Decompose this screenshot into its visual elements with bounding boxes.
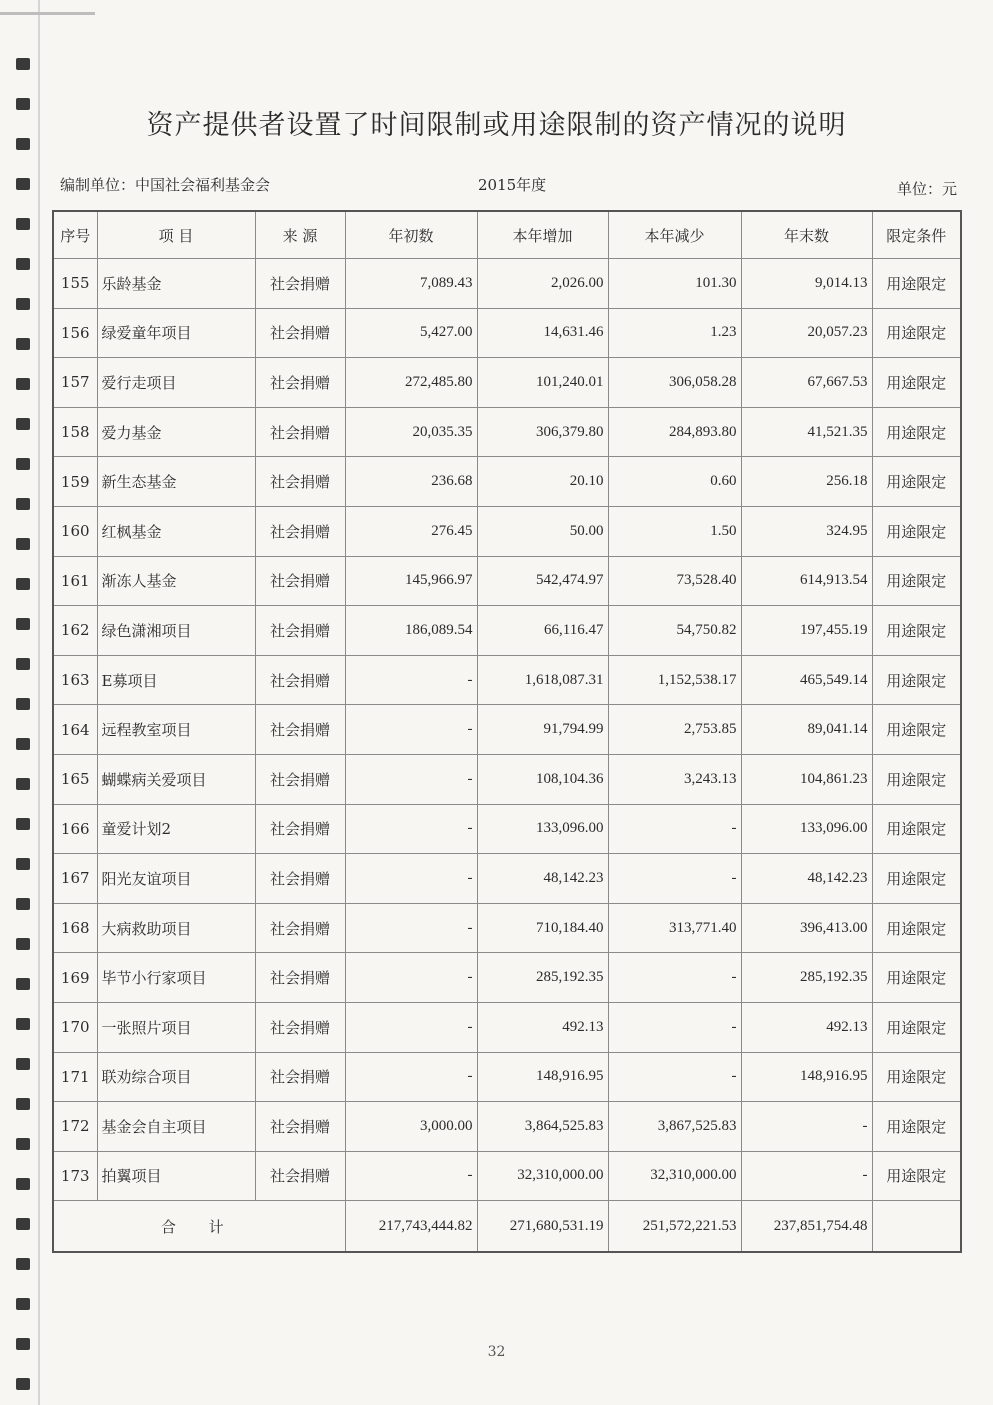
binding-edge: [0, 0, 60, 1405]
row-end: 104,861.23: [741, 754, 872, 804]
header-end: 年末数: [741, 211, 872, 259]
row-end: 492.13: [741, 1002, 872, 1052]
row-begin: -: [345, 1151, 477, 1201]
row-increase: 32,310,000.00: [477, 1151, 608, 1201]
binding-hole: [16, 178, 30, 190]
total-condition-empty: [872, 1201, 961, 1253]
row-number: 164: [53, 705, 97, 755]
row-decrease: 1.23: [608, 308, 741, 358]
row-decrease: 284,893.80: [608, 407, 741, 457]
row-end: 256.18: [741, 457, 872, 507]
row-item: 爱力基金: [97, 407, 255, 457]
row-decrease: -: [608, 1002, 741, 1052]
row-condition: 用途限定: [872, 1002, 961, 1052]
row-decrease: 54,750.82: [608, 606, 741, 656]
total-increase: 271,680,531.19: [477, 1201, 608, 1253]
binding-hole: [16, 778, 30, 790]
binding-hole: [16, 418, 30, 430]
row-begin: -: [345, 903, 477, 953]
row-item: 远程教室项目: [97, 705, 255, 755]
header-begin: 年初数: [345, 211, 477, 259]
row-increase: 133,096.00: [477, 804, 608, 854]
binding-hole: [16, 938, 30, 950]
row-source: 社会捐赠: [255, 754, 345, 804]
row-condition: 用途限定: [872, 606, 961, 656]
table-row: [53, 259, 961, 309]
binding-hole: [16, 218, 30, 230]
row-number: 163: [53, 655, 97, 705]
row-number: 165: [53, 754, 97, 804]
row-end: 285,192.35: [741, 953, 872, 1003]
row-decrease: 2,753.85: [608, 705, 741, 755]
table-row: [53, 1002, 961, 1052]
row-increase: 66,116.47: [477, 606, 608, 656]
row-decrease: 3,243.13: [608, 754, 741, 804]
total-end: 237,851,754.48: [741, 1201, 872, 1253]
row-source: 社会捐赠: [255, 705, 345, 755]
row-item: E募项目: [97, 655, 255, 705]
row-increase: 48,142.23: [477, 854, 608, 904]
binding-hole: [16, 538, 30, 550]
header-condition: 限定条件: [872, 211, 961, 259]
row-increase: 20.10: [477, 457, 608, 507]
spine-line: [38, 0, 40, 1405]
row-decrease: 73,528.40: [608, 556, 741, 606]
header-item: 项 目: [97, 211, 255, 259]
row-condition: 用途限定: [872, 1102, 961, 1152]
row-begin: 272,485.80: [345, 358, 477, 408]
row-number: 172: [53, 1102, 97, 1152]
row-begin: 7,089.43: [345, 259, 477, 309]
unit-label: 单位：元: [896, 180, 957, 198]
restricted-assets-table: [52, 210, 962, 1253]
header-increase: 本年增加: [477, 211, 608, 259]
row-condition: 用途限定: [872, 308, 961, 358]
row-end: 396,413.00: [741, 903, 872, 953]
row-item: 渐冻人基金: [97, 556, 255, 606]
scan-edge-mark: [0, 12, 95, 15]
row-number: 156: [53, 308, 97, 358]
table-row: [53, 358, 961, 408]
table-row: [53, 953, 961, 1003]
row-begin: -: [345, 1052, 477, 1102]
page-number: 32: [487, 1344, 506, 1360]
row-begin: 3,000.00: [345, 1102, 477, 1152]
table-header-row: [53, 211, 961, 259]
table-row: [53, 655, 961, 705]
binding-hole: [16, 338, 30, 350]
row-increase: 14,631.46: [477, 308, 608, 358]
row-item: 爱行走项目: [97, 358, 255, 408]
row-condition: 用途限定: [872, 854, 961, 904]
table-row: [53, 903, 961, 953]
row-source: 社会捐赠: [255, 506, 345, 556]
row-decrease: -: [608, 854, 741, 904]
row-end: 20,057.23: [741, 308, 872, 358]
row-end: 465,549.14: [741, 655, 872, 705]
binding-hole: [16, 1138, 30, 1150]
row-source: 社会捐赠: [255, 358, 345, 408]
row-begin: -: [345, 854, 477, 904]
row-condition: 用途限定: [872, 506, 961, 556]
binding-hole: [16, 858, 30, 870]
table-row: [53, 308, 961, 358]
row-condition: 用途限定: [872, 953, 961, 1003]
total-row: [53, 1201, 961, 1253]
row-condition: 用途限定: [872, 705, 961, 755]
row-increase: 101,240.01: [477, 358, 608, 408]
row-condition: 用途限定: [872, 1151, 961, 1201]
row-condition: 用途限定: [872, 457, 961, 507]
row-condition: 用途限定: [872, 1052, 961, 1102]
table-row: [53, 407, 961, 457]
row-item: 阳光友谊项目: [97, 854, 255, 904]
binding-hole: [16, 578, 30, 590]
row-decrease: 0.60: [608, 457, 741, 507]
row-begin: -: [345, 705, 477, 755]
binding-hole: [16, 58, 30, 70]
row-source: 社会捐赠: [255, 655, 345, 705]
binding-hole: [16, 818, 30, 830]
binding-hole: [16, 258, 30, 270]
row-item: 拍翼项目: [97, 1151, 255, 1201]
row-decrease: 32,310,000.00: [608, 1151, 741, 1201]
row-number: 169: [53, 953, 97, 1003]
row-number: 170: [53, 1002, 97, 1052]
binding-hole: [16, 1298, 30, 1310]
row-increase: 306,379.80: [477, 407, 608, 457]
row-source: 社会捐赠: [255, 1151, 345, 1201]
row-decrease: -: [608, 1052, 741, 1102]
binding-hole: [16, 1378, 30, 1390]
organization-label: 编制单位：中国社会福利基金会: [60, 176, 271, 194]
binding-hole: [16, 1218, 30, 1230]
row-increase: 285,192.35: [477, 953, 608, 1003]
header-decrease: 本年减少: [608, 211, 741, 259]
table-row: [53, 1151, 961, 1201]
total-label: 合 计: [53, 1201, 345, 1253]
binding-hole: [16, 1258, 30, 1270]
binding-hole: [16, 458, 30, 470]
row-end: 614,913.54: [741, 556, 872, 606]
row-increase: 542,474.97: [477, 556, 608, 606]
table-row: [53, 1102, 961, 1152]
total-decrease: 251,572,221.53: [608, 1201, 741, 1253]
table-row: [53, 754, 961, 804]
binding-hole: [16, 1058, 30, 1070]
row-end: 67,667.53: [741, 358, 872, 408]
row-decrease: -: [608, 804, 741, 854]
row-begin: 186,089.54: [345, 606, 477, 656]
binding-hole: [16, 978, 30, 990]
row-condition: 用途限定: [872, 259, 961, 309]
row-condition: 用途限定: [872, 556, 961, 606]
binding-hole: [16, 498, 30, 510]
row-number: 166: [53, 804, 97, 854]
row-begin: 236.68: [345, 457, 477, 507]
row-increase: 3,864,525.83: [477, 1102, 608, 1152]
row-source: 社会捐赠: [255, 854, 345, 904]
row-begin: -: [345, 953, 477, 1003]
total-begin: 217,743,444.82: [345, 1201, 477, 1253]
row-increase: 2,026.00: [477, 259, 608, 309]
row-decrease: 313,771.40: [608, 903, 741, 953]
row-item: 一张照片项目: [97, 1002, 255, 1052]
binding-hole: [16, 618, 30, 630]
row-increase: 492.13: [477, 1002, 608, 1052]
row-begin: -: [345, 1002, 477, 1052]
row-source: 社会捐赠: [255, 953, 345, 1003]
row-number: 167: [53, 854, 97, 904]
row-item: 童爱计划2: [97, 804, 255, 854]
row-number: 158: [53, 407, 97, 457]
row-end: 41,521.35: [741, 407, 872, 457]
row-source: 社会捐赠: [255, 259, 345, 309]
row-item: 大病救助项目: [97, 903, 255, 953]
table-row: [53, 457, 961, 507]
binding-hole: [16, 898, 30, 910]
table-row: [53, 854, 961, 904]
binding-hole: [16, 1018, 30, 1030]
row-decrease: 3,867,525.83: [608, 1102, 741, 1152]
table-row: [53, 1052, 961, 1102]
row-begin: 145,966.97: [345, 556, 477, 606]
binding-hole: [16, 658, 30, 670]
row-begin: -: [345, 804, 477, 854]
row-increase: 108,104.36: [477, 754, 608, 804]
table-row: [53, 506, 961, 556]
binding-hole: [16, 1098, 30, 1110]
row-end: -: [741, 1102, 872, 1152]
row-decrease: 1,152,538.17: [608, 655, 741, 705]
row-decrease: 1.50: [608, 506, 741, 556]
row-condition: 用途限定: [872, 407, 961, 457]
row-item: 联劝综合项目: [97, 1052, 255, 1102]
binding-hole: [16, 378, 30, 390]
row-item: 新生态基金: [97, 457, 255, 507]
row-begin: -: [345, 655, 477, 705]
row-number: 157: [53, 358, 97, 408]
row-end: 148,916.95: [741, 1052, 872, 1102]
row-decrease: 306,058.28: [608, 358, 741, 408]
row-source: 社会捐赠: [255, 407, 345, 457]
row-number: 173: [53, 1151, 97, 1201]
row-item: 绿色潇湘项目: [97, 606, 255, 656]
row-increase: 710,184.40: [477, 903, 608, 953]
page-title: 资产提供者设置了时间限制或用途限制的资产情况的说明: [146, 110, 847, 141]
row-decrease: 101.30: [608, 259, 741, 309]
row-number: 161: [53, 556, 97, 606]
row-source: 社会捐赠: [255, 1002, 345, 1052]
table-row: [53, 556, 961, 606]
binding-hole: [16, 738, 30, 750]
row-begin: 276.45: [345, 506, 477, 556]
row-increase: 148,916.95: [477, 1052, 608, 1102]
row-item: 乐龄基金: [97, 259, 255, 309]
row-number: 168: [53, 903, 97, 953]
row-number: 155: [53, 259, 97, 309]
row-source: 社会捐赠: [255, 1102, 345, 1152]
table-row: [53, 804, 961, 854]
row-source: 社会捐赠: [255, 457, 345, 507]
row-number: 171: [53, 1052, 97, 1102]
row-item: 绿爱童年项目: [97, 308, 255, 358]
row-end: 133,096.00: [741, 804, 872, 854]
row-increase: 50.00: [477, 506, 608, 556]
row-condition: 用途限定: [872, 804, 961, 854]
row-condition: 用途限定: [872, 754, 961, 804]
row-number: 160: [53, 506, 97, 556]
row-source: 社会捐赠: [255, 606, 345, 656]
row-increase: 91,794.99: [477, 705, 608, 755]
row-item: 红枫基金: [97, 506, 255, 556]
row-condition: 用途限定: [872, 655, 961, 705]
row-begin: 5,427.00: [345, 308, 477, 358]
binding-hole: [16, 1178, 30, 1190]
row-item: 蝴蝶病关爱项目: [97, 754, 255, 804]
row-source: 社会捐赠: [255, 308, 345, 358]
row-number: 162: [53, 606, 97, 656]
header-source: 来 源: [255, 211, 345, 259]
header-no: 序号: [53, 211, 97, 259]
row-source: 社会捐赠: [255, 556, 345, 606]
binding-hole: [16, 698, 30, 710]
row-end: 89,041.14: [741, 705, 872, 755]
row-source: 社会捐赠: [255, 903, 345, 953]
row-increase: 1,618,087.31: [477, 655, 608, 705]
row-end: 9,014.13: [741, 259, 872, 309]
row-condition: 用途限定: [872, 358, 961, 408]
row-decrease: -: [608, 953, 741, 1003]
row-item: 基金会自主项目: [97, 1102, 255, 1152]
row-begin: 20,035.35: [345, 407, 477, 457]
binding-hole: [16, 298, 30, 310]
row-end: -: [741, 1151, 872, 1201]
row-source: 社会捐赠: [255, 804, 345, 854]
fiscal-year-label: 2015年度: [478, 176, 547, 194]
row-item: 毕节小行家项目: [97, 953, 255, 1003]
table-row: [53, 606, 961, 656]
table-row: [53, 705, 961, 755]
row-end: 324.95: [741, 506, 872, 556]
row-condition: 用途限定: [872, 903, 961, 953]
row-begin: -: [345, 754, 477, 804]
row-end: 197,455.19: [741, 606, 872, 656]
row-number: 159: [53, 457, 97, 507]
row-source: 社会捐赠: [255, 1052, 345, 1102]
row-end: 48,142.23: [741, 854, 872, 904]
